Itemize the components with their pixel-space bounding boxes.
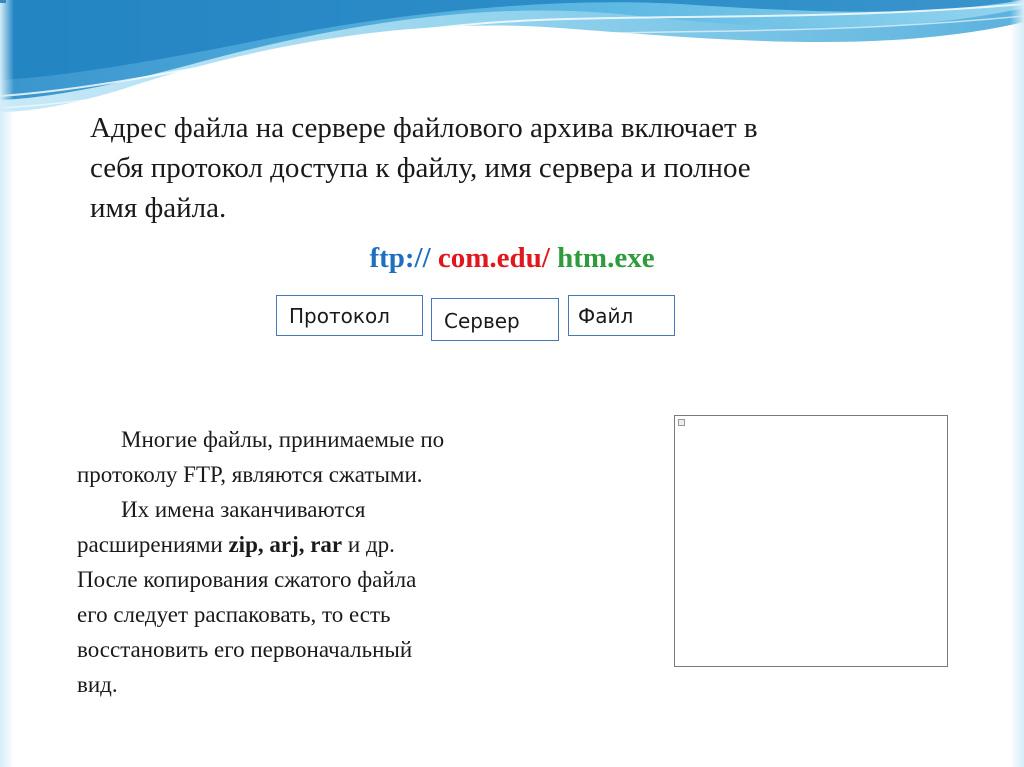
right-edge-decoration — [1010, 0, 1024, 767]
body-line: протоколу FTP, являются сжатыми. — [77, 462, 423, 487]
body-paragraph — [77, 422, 577, 702]
body-line: Многие файлы, принимаемые по — [121, 427, 445, 452]
header-wave-decoration — [0, 0, 1024, 120]
file-label-box: Файл — [568, 295, 675, 336]
body-line: После копирования сжатого файла — [77, 567, 417, 592]
image-placeholder — [674, 415, 948, 667]
broken-image-icon — [678, 419, 685, 426]
body-line-suffix: и др. — [342, 532, 395, 557]
example-url — [0, 240, 1024, 276]
intro-line: Адрес файла на сервере файлового архива включает в — [90, 112, 758, 144]
intro-paragraph — [90, 108, 950, 228]
url-file: htm.exe — [557, 242, 655, 274]
body-line: Их имена заканчиваются — [121, 497, 366, 522]
protocol-label-box: Протокол — [276, 295, 423, 336]
intro-line: себя протокол доступа к файлу, имя сервера и полное — [90, 152, 751, 184]
left-edge-decoration — [0, 0, 14, 767]
extensions-list: zip, arj, rar — [228, 532, 343, 557]
body-line: восстановить его первоначальный — [77, 637, 413, 662]
server-label-box: Сервер — [431, 298, 559, 341]
body-line: его следует распаковать, то есть — [77, 602, 391, 627]
body-line-prefix: расширениями — [77, 532, 229, 557]
body-line: вид. — [77, 672, 118, 697]
url-protocol: ftp:// — [369, 242, 431, 274]
url-server: com.edu/ — [437, 242, 550, 274]
corner-mark — [0, 0, 6, 3]
intro-line: имя файла. — [90, 192, 227, 224]
